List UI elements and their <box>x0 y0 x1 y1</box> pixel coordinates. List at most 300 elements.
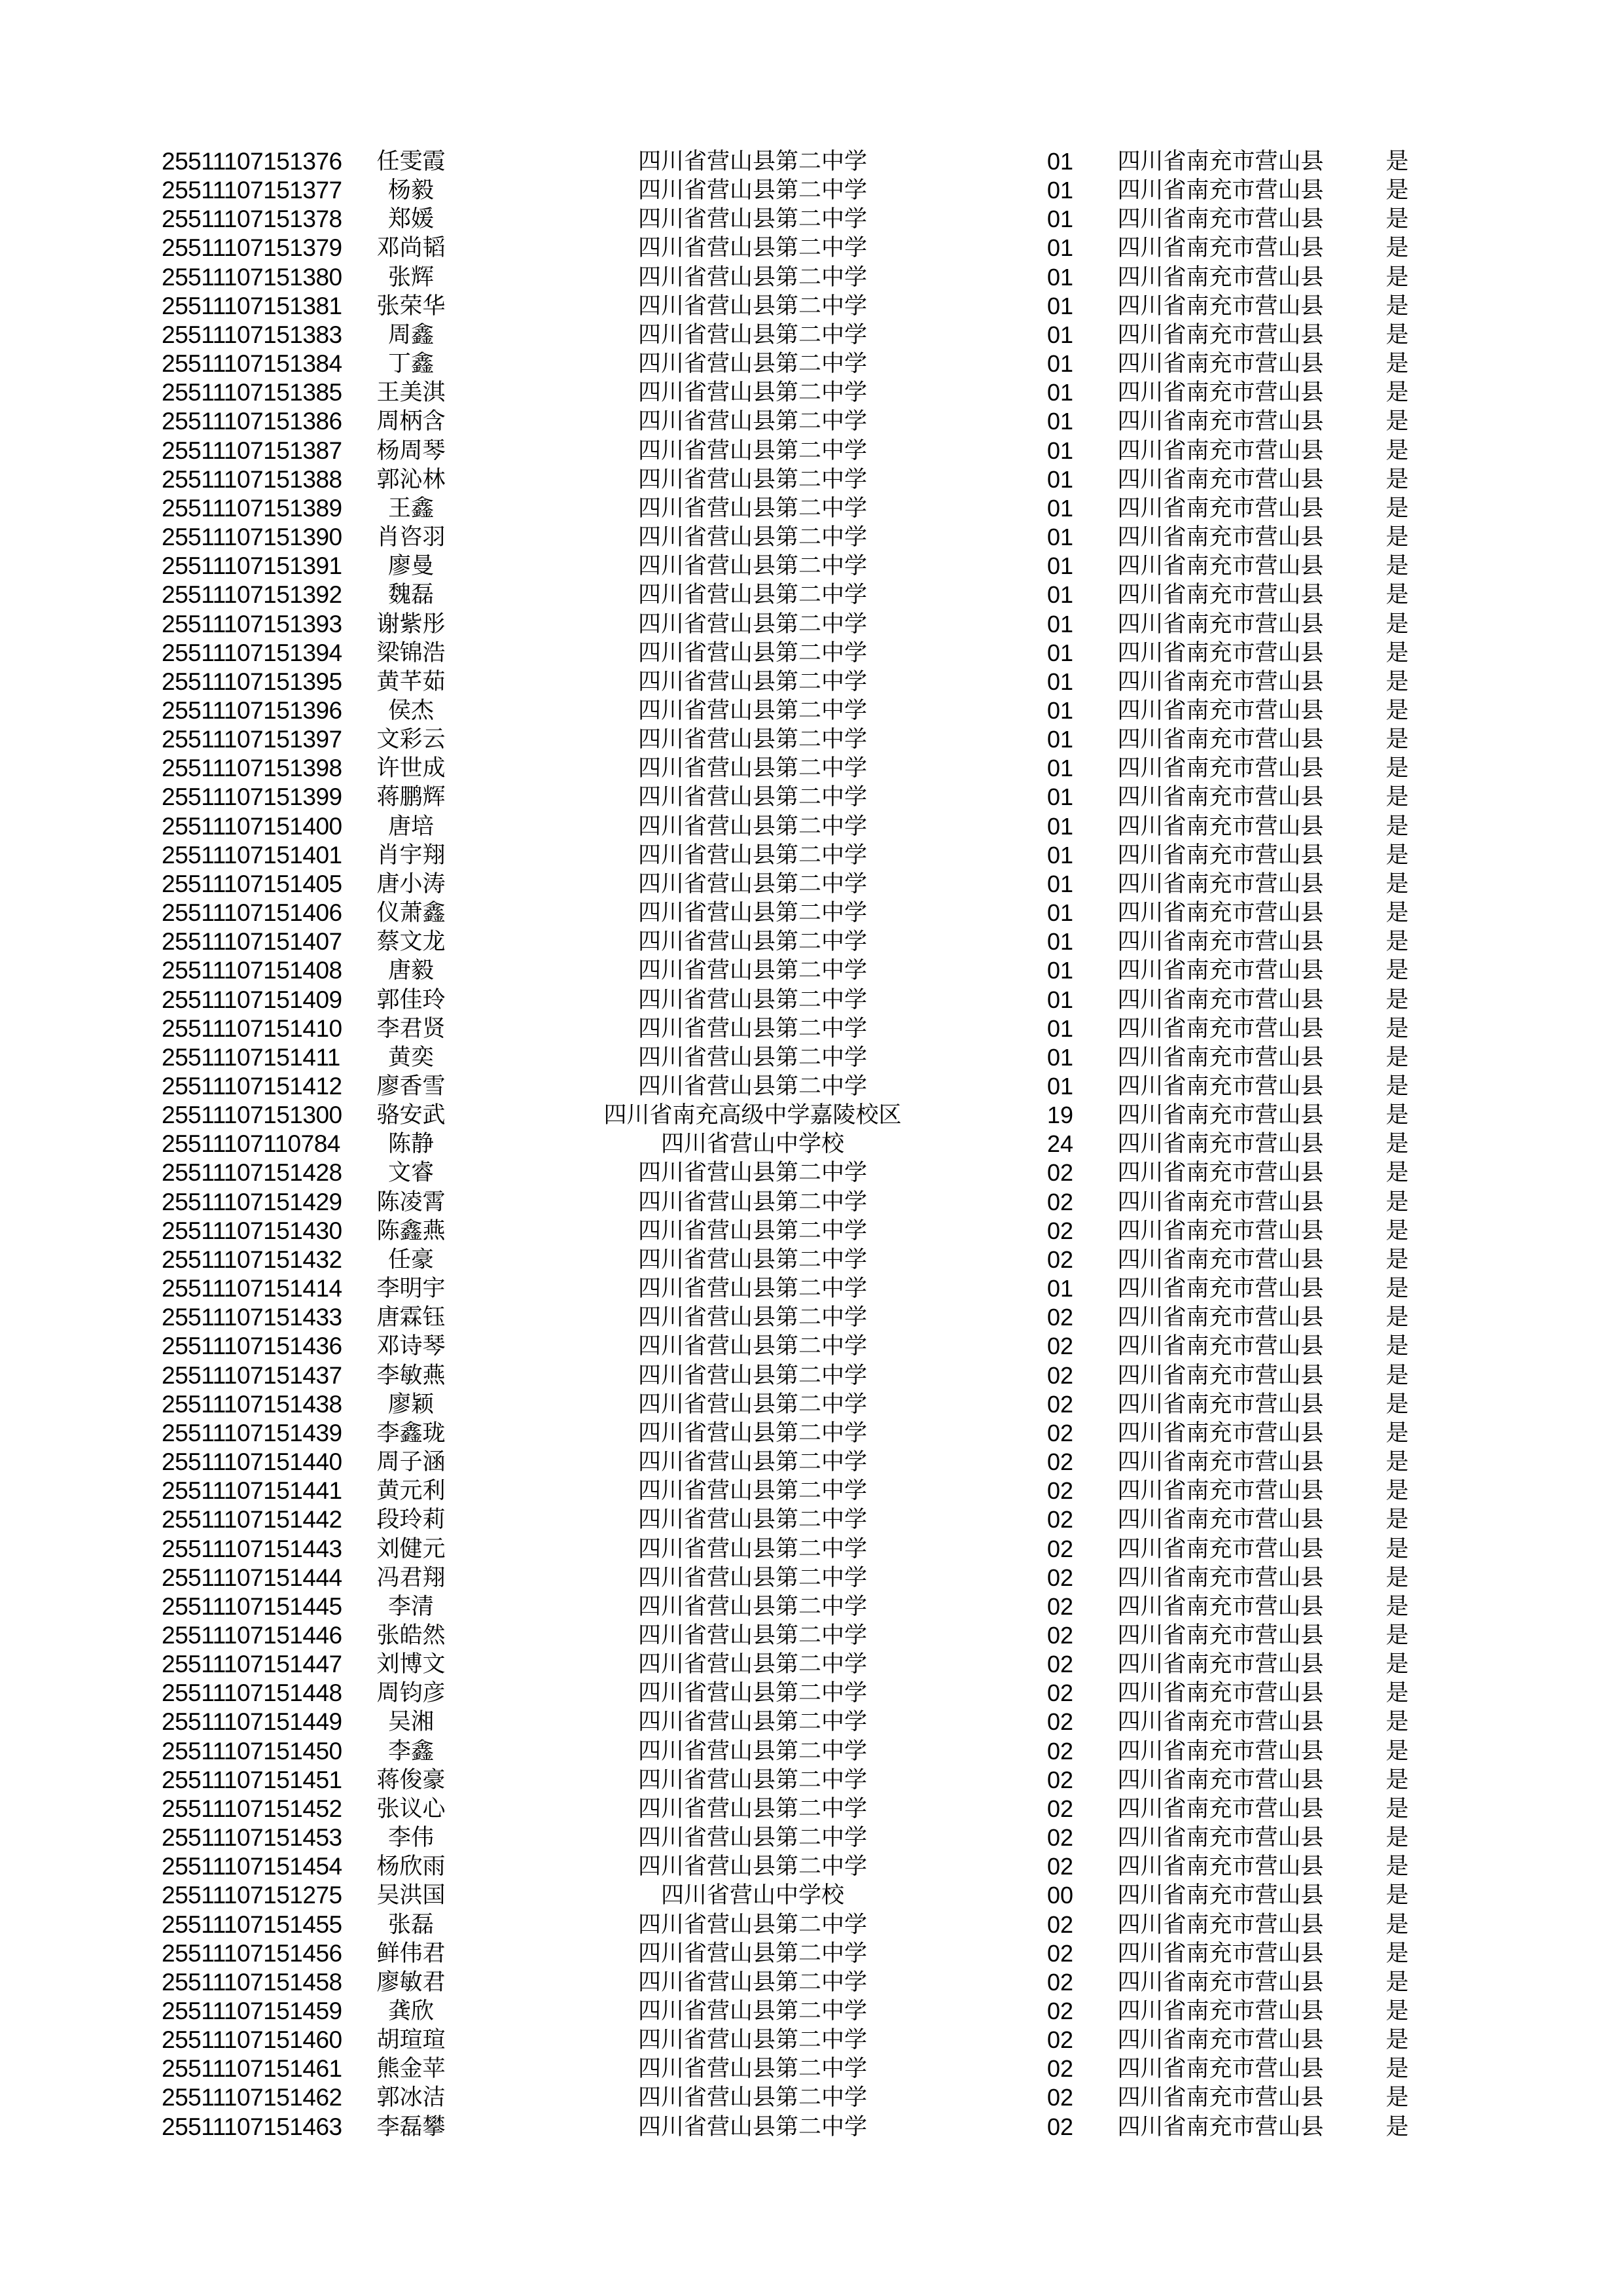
school-name-cell: 四川省营山县第二中学 <box>637 1189 867 1215</box>
region-cell: 四川省南充市营山县 <box>1117 1189 1324 1215</box>
flag-cell: 是 <box>1385 1651 1409 1678</box>
candidate-name-cell: 李清 <box>387 1593 434 1620</box>
class-code-cell: 02 <box>1046 1853 1074 1880</box>
candidate-id-cell: 25511107151379 <box>162 234 342 262</box>
school-name-cell: 四川省南充高级中学嘉陵校区 <box>603 1102 902 1129</box>
candidate-id-cell: 25511107151383 <box>162 321 342 348</box>
school-name-cell: 四川省营山县第二中学 <box>637 524 867 551</box>
candidate-id-cell: 25511107151454 <box>162 1853 342 1880</box>
region-cell: 四川省南充市营山县 <box>1117 293 1324 319</box>
table-row <box>0 1130 1623 1158</box>
class-code-cell: 01 <box>1046 234 1074 262</box>
candidate-name-cell: 刘健元 <box>376 1535 446 1562</box>
class-code-cell: 02 <box>1046 1679 1074 1707</box>
candidate-name-cell: 丁鑫 <box>387 351 434 378</box>
school-name-cell: 四川省营山县第二中学 <box>637 2085 867 2111</box>
region-cell: 四川省南充市营山县 <box>1117 351 1324 378</box>
candidate-id-cell: 25511107151389 <box>162 494 342 522</box>
table-row <box>0 754 1623 783</box>
school-name-cell: 四川省营山县第二中学 <box>637 1044 867 1071</box>
school-name-cell: 四川省营山县第二中学 <box>637 639 867 666</box>
candidate-id-cell: 25511107151446 <box>162 1621 342 1649</box>
table-row <box>0 147 1623 176</box>
school-name-cell: 四川省营山县第二中学 <box>637 264 867 291</box>
flag-cell: 是 <box>1385 1015 1409 1042</box>
candidate-id-cell: 25511107151409 <box>162 986 342 1013</box>
flag-cell: 是 <box>1385 1709 1409 1736</box>
candidate-id-cell: 25511107151463 <box>162 2113 342 2140</box>
candidate-id-cell: 25511107151458 <box>162 1968 342 1996</box>
table-row <box>0 1014 1623 1043</box>
candidate-id-cell: 25511107151450 <box>162 1737 342 1765</box>
candidate-name-cell: 侯杰 <box>387 697 434 724</box>
class-code-cell: 02 <box>1046 1159 1074 1187</box>
candidate-name-cell: 陈凌霄 <box>376 1189 446 1215</box>
school-name-cell: 四川省营山县第二中学 <box>637 1304 867 1331</box>
class-code-cell: 01 <box>1046 465 1074 493</box>
candidate-id-cell: 25511107151436 <box>162 1333 342 1360</box>
region-cell: 四川省南充市营山县 <box>1117 1969 1324 1996</box>
school-name-cell: 四川省营山县第二中学 <box>637 1333 867 1360</box>
region-cell: 四川省南充市营山县 <box>1117 321 1324 348</box>
class-code-cell: 02 <box>1046 1506 1074 1534</box>
region-cell: 四川省南充市营山县 <box>1117 437 1324 464</box>
region-cell: 四川省南充市营山县 <box>1117 1825 1324 1852</box>
flag-cell: 是 <box>1385 1449 1409 1476</box>
candidate-name-cell: 廖香雪 <box>376 1073 446 1100</box>
region-cell: 四川省南充市营山县 <box>1117 1304 1324 1331</box>
flag-cell: 是 <box>1385 177 1409 204</box>
class-code-cell: 02 <box>1046 1795 1074 1822</box>
candidate-name-cell: 吴湘 <box>387 1709 434 1736</box>
candidate-name-cell: 段玲莉 <box>376 1507 446 1534</box>
class-code-cell: 01 <box>1046 899 1074 927</box>
school-name-cell: 四川省营山县第二中学 <box>637 466 867 493</box>
school-name-cell: 四川省营山县第二中学 <box>637 1854 867 1880</box>
candidate-id-cell: 25511107151448 <box>162 1679 342 1707</box>
table-row <box>0 1419 1623 1448</box>
table-row <box>0 1708 1623 1736</box>
candidate-id-cell: 25511107151447 <box>162 1651 342 1678</box>
candidate-id-cell: 25511107151456 <box>162 1939 342 1967</box>
school-name-cell: 四川省营山县第二中学 <box>637 1911 867 1938</box>
school-name-cell: 四川省营山县第二中学 <box>637 900 867 927</box>
flag-cell: 是 <box>1385 380 1409 406</box>
region-cell: 四川省南充市营山县 <box>1117 1102 1324 1129</box>
school-name-cell: 四川省营山县第二中学 <box>637 1593 867 1620</box>
class-code-cell: 01 <box>1046 755 1074 782</box>
school-name-cell: 四川省营山县第二中学 <box>637 1767 867 1793</box>
table-row <box>0 1361 1623 1390</box>
table-row <box>0 1535 1623 1564</box>
school-name-cell: 四川省营山县第二中学 <box>637 293 867 319</box>
region-cell: 四川省南充市营山县 <box>1117 1478 1324 1505</box>
school-name-cell: 四川省营山县第二中学 <box>637 1825 867 1852</box>
candidate-id-cell: 25511107151462 <box>162 2084 342 2111</box>
school-name-cell: 四川省营山县第二中学 <box>637 553 867 580</box>
candidate-name-cell: 廖敏君 <box>376 1969 446 1996</box>
region-cell: 四川省南充市营山县 <box>1117 697 1324 724</box>
flag-cell: 是 <box>1385 1854 1409 1880</box>
candidate-id-cell: 25511107151455 <box>162 1910 342 1938</box>
school-name-cell: 四川省营山县第二中学 <box>637 1795 867 1822</box>
school-name-cell: 四川省营山县第二中学 <box>637 611 867 637</box>
table-row <box>0 1968 1623 1997</box>
region-cell: 四川省南充市营山县 <box>1117 2027 1324 2054</box>
candidate-name-cell: 杨毅 <box>387 177 434 204</box>
table-row <box>0 321 1623 350</box>
region-cell: 四川省南充市营山县 <box>1117 1738 1324 1765</box>
flag-cell: 是 <box>1385 1276 1409 1302</box>
candidate-id-cell: 25511107151378 <box>162 206 342 233</box>
school-name-cell: 四川省营山县第二中学 <box>637 1535 867 1562</box>
candidate-id-cell: 25511107151386 <box>162 408 342 435</box>
school-name-cell: 四川省营山县第二中学 <box>637 1651 867 1678</box>
flag-cell: 是 <box>1385 235 1409 262</box>
candidate-id-cell: 25511107151275 <box>162 1882 342 1909</box>
flag-cell: 是 <box>1385 1564 1409 1591</box>
table-row <box>0 1564 1623 1592</box>
class-code-cell: 02 <box>1046 1910 1074 1938</box>
class-code-cell: 01 <box>1046 957 1074 984</box>
candidate-id-cell: 25511107151442 <box>162 1506 342 1534</box>
candidate-table <box>0 147 1623 2142</box>
school-name-cell: 四川省营山县第二中学 <box>637 1362 867 1389</box>
candidate-name-cell: 郭冰洁 <box>376 2085 446 2111</box>
school-name-cell: 四川省营山县第二中学 <box>637 1738 867 1765</box>
class-code-cell: 02 <box>1046 1564 1074 1591</box>
flag-cell: 是 <box>1385 2056 1409 2083</box>
candidate-id-cell: 25511107110784 <box>162 1130 340 1158</box>
table-row <box>0 1043 1623 1072</box>
flag-cell: 是 <box>1385 1882 1409 1909</box>
flag-cell: 是 <box>1385 1217 1409 1244</box>
class-code-cell: 02 <box>1046 1939 1074 1967</box>
table-row <box>0 1679 1623 1708</box>
class-code-cell: 02 <box>1046 2026 1074 2054</box>
class-code-cell: 02 <box>1046 1621 1074 1649</box>
candidate-id-cell: 25511107151390 <box>162 524 342 551</box>
table-row <box>0 2083 1623 2112</box>
table-row <box>0 1332 1623 1361</box>
table-row <box>0 1188 1623 1217</box>
region-cell: 四川省南充市营山县 <box>1117 1854 1324 1880</box>
region-cell: 四川省南充市营山县 <box>1117 784 1324 811</box>
candidate-id-cell: 25511107151393 <box>162 610 342 637</box>
table-row <box>0 1390 1623 1419</box>
table-row <box>0 1621 1623 1650</box>
candidate-id-cell: 25511107151451 <box>162 1766 342 1793</box>
class-code-cell: 00 <box>1046 1882 1074 1909</box>
flag-cell: 是 <box>1385 813 1409 840</box>
candidate-name-cell: 李鑫 <box>387 1738 434 1765</box>
class-code-cell: 19 <box>1046 1102 1074 1129</box>
class-code-cell: 02 <box>1046 1304 1074 1331</box>
region-cell: 四川省南充市营山县 <box>1117 1333 1324 1360</box>
region-cell: 四川省南充市营山县 <box>1117 1651 1324 1678</box>
class-code-cell: 01 <box>1046 206 1074 233</box>
table-row <box>0 234 1623 262</box>
table-row <box>0 2113 1623 2142</box>
table-row <box>0 1592 1623 1621</box>
school-name-cell: 四川省营山县第二中学 <box>637 668 867 695</box>
candidate-name-cell: 唐霖钰 <box>376 1304 446 1331</box>
class-code-cell: 02 <box>1046 1737 1074 1765</box>
flag-cell: 是 <box>1385 1507 1409 1534</box>
flag-cell: 是 <box>1385 639 1409 666</box>
table-row <box>0 494 1623 523</box>
region-cell: 四川省南充市营山县 <box>1117 1680 1324 1707</box>
flag-cell: 是 <box>1385 264 1409 291</box>
region-cell: 四川省南充市营山县 <box>1117 177 1324 204</box>
table-row <box>0 841 1623 870</box>
school-name-cell: 四川省营山县第二中学 <box>637 235 867 262</box>
table-row <box>0 205 1623 234</box>
class-code-cell: 01 <box>1046 668 1074 695</box>
table-row <box>0 610 1623 639</box>
candidate-name-cell: 陈鑫燕 <box>376 1217 446 1244</box>
candidate-name-cell: 郑媛 <box>387 206 434 233</box>
candidate-id-cell: 25511107151398 <box>162 755 342 782</box>
class-code-cell: 01 <box>1046 408 1074 435</box>
class-code-cell: 01 <box>1046 552 1074 580</box>
candidate-id-cell: 25511107151453 <box>162 1824 342 1852</box>
table-row <box>0 1505 1623 1534</box>
table-row <box>0 725 1623 754</box>
candidate-name-cell: 肖宇翔 <box>376 842 446 869</box>
region-cell: 四川省南充市营山县 <box>1117 1911 1324 1938</box>
candidate-id-cell: 25511107151384 <box>162 350 342 378</box>
table-row <box>0 1217 1623 1246</box>
flag-cell: 是 <box>1385 1940 1409 1967</box>
flag-cell: 是 <box>1385 1969 1409 1996</box>
candidate-id-cell: 25511107151392 <box>162 581 342 609</box>
region-cell: 四川省南充市营山县 <box>1117 1131 1324 1158</box>
candidate-id-cell: 25511107151300 <box>162 1102 342 1129</box>
table-row <box>0 176 1623 205</box>
candidate-name-cell: 李伟 <box>387 1825 434 1852</box>
candidate-id-cell: 25511107151401 <box>162 841 342 869</box>
table-row <box>0 1997 1623 2026</box>
table-row <box>0 552 1623 581</box>
school-name-cell: 四川省营山县第二中学 <box>637 2027 867 2054</box>
flag-cell: 是 <box>1385 1044 1409 1071</box>
candidate-name-cell: 张皓然 <box>376 1622 446 1649</box>
table-row <box>0 378 1623 407</box>
region-cell: 四川省南充市营山县 <box>1117 1622 1324 1649</box>
region-cell: 四川省南充市营山县 <box>1117 1160 1324 1187</box>
candidate-id-cell: 25511107151411 <box>162 1043 340 1071</box>
school-name-cell: 四川省营山县第二中学 <box>637 1680 867 1707</box>
flag-cell: 是 <box>1385 466 1409 493</box>
flag-cell: 是 <box>1385 755 1409 782</box>
candidate-name-cell: 黄元利 <box>376 1478 446 1505</box>
candidate-name-cell: 骆安武 <box>376 1102 446 1129</box>
class-code-cell: 01 <box>1046 841 1074 869</box>
candidate-id-cell: 25511107151440 <box>162 1448 342 1476</box>
class-code-cell: 01 <box>1046 1275 1074 1302</box>
candidate-id-cell: 25511107151377 <box>162 177 342 204</box>
flag-cell: 是 <box>1385 1535 1409 1562</box>
class-code-cell: 01 <box>1046 581 1074 609</box>
candidate-name-cell: 冯君翔 <box>376 1564 446 1591</box>
candidate-id-cell: 25511107151387 <box>162 437 342 464</box>
school-name-cell: 四川省营山县第二中学 <box>637 351 867 378</box>
table-row <box>0 1852 1623 1881</box>
school-name-cell: 四川省营山县第二中学 <box>637 177 867 204</box>
candidate-name-cell: 廖曼 <box>387 553 434 580</box>
table-row <box>0 1650 1623 1679</box>
region-cell: 四川省南充市营山县 <box>1117 206 1324 233</box>
region-cell: 四川省南充市营山县 <box>1117 495 1324 522</box>
flag-cell: 是 <box>1385 2027 1409 2054</box>
region-cell: 四川省南充市营山县 <box>1117 408 1324 435</box>
candidate-name-cell: 邓诗琴 <box>376 1333 446 1360</box>
school-name-cell: 四川省营山中学校 <box>660 1131 844 1158</box>
flag-cell: 是 <box>1385 929 1409 956</box>
school-name-cell: 四川省营山县第二中学 <box>637 1160 867 1187</box>
school-name-cell: 四川省营山县第二中学 <box>637 2113 867 2140</box>
candidate-name-cell: 张辉 <box>387 264 434 291</box>
region-cell: 四川省南充市营山县 <box>1117 726 1324 753</box>
school-name-cell: 四川省营山县第二中学 <box>637 321 867 348</box>
region-cell: 四川省南充市营山县 <box>1117 842 1324 869</box>
candidate-name-cell: 王鑫 <box>387 495 434 522</box>
candidate-id-cell: 25511107151399 <box>162 783 342 811</box>
candidate-id-cell: 25511107151432 <box>162 1246 342 1273</box>
school-name-cell: 四川省营山县第二中学 <box>637 149 867 175</box>
class-code-cell: 01 <box>1046 726 1074 753</box>
region-cell: 四川省南充市营山县 <box>1117 1882 1324 1909</box>
class-code-cell: 01 <box>1046 812 1074 840</box>
school-name-cell: 四川省营山县第二中学 <box>637 1940 867 1967</box>
candidate-name-cell: 黄奕 <box>387 1044 434 1071</box>
class-code-cell: 02 <box>1046 1477 1074 1505</box>
school-name-cell: 四川省营山县第二中学 <box>637 958 867 984</box>
candidate-name-cell: 周子涵 <box>376 1449 446 1476</box>
region-cell: 四川省南充市营山县 <box>1117 1420 1324 1446</box>
candidate-name-cell: 蔡文龙 <box>376 929 446 956</box>
table-row <box>0 986 1623 1014</box>
flag-cell: 是 <box>1385 524 1409 551</box>
flag-cell: 是 <box>1385 1593 1409 1620</box>
table-row <box>0 1795 1623 1823</box>
candidate-id-cell: 25511107151443 <box>162 1535 342 1562</box>
school-name-cell: 四川省营山县第二中学 <box>637 697 867 724</box>
class-code-cell: 01 <box>1046 321 1074 348</box>
flag-cell: 是 <box>1385 321 1409 348</box>
candidate-id-cell: 25511107151414 <box>162 1275 342 1302</box>
class-code-cell: 01 <box>1046 696 1074 724</box>
table-row <box>0 581 1623 609</box>
candidate-id-cell: 25511107151381 <box>162 292 342 319</box>
school-name-cell: 四川省营山县第二中学 <box>637 1709 867 1736</box>
flag-cell: 是 <box>1385 1622 1409 1649</box>
candidate-id-cell: 25511107151459 <box>162 1998 342 2024</box>
candidate-name-cell: 蒋鹏辉 <box>376 784 446 811</box>
class-code-cell: 02 <box>1046 1592 1074 1620</box>
table-row <box>0 2054 1623 2083</box>
region-cell: 四川省南充市营山县 <box>1117 813 1324 840</box>
school-name-cell: 四川省营山县第二中学 <box>637 206 867 233</box>
candidate-id-cell: 25511107151429 <box>162 1188 342 1215</box>
candidate-name-cell: 黄芊茹 <box>376 668 446 695</box>
table-row <box>0 1158 1623 1187</box>
class-code-cell: 01 <box>1046 928 1074 956</box>
flag-cell: 是 <box>1385 351 1409 378</box>
candidate-name-cell: 唐培 <box>387 813 434 840</box>
candidate-name-cell: 廖颖 <box>387 1391 434 1418</box>
flag-cell: 是 <box>1385 1189 1409 1215</box>
class-code-cell: 02 <box>1046 1651 1074 1678</box>
candidate-id-cell: 25511107151452 <box>162 1795 342 1822</box>
school-name-cell: 四川省营山县第二中学 <box>637 755 867 782</box>
region-cell: 四川省南充市营山县 <box>1117 235 1324 262</box>
region-cell: 四川省南充市营山县 <box>1117 1073 1324 1100</box>
region-cell: 四川省南充市营山县 <box>1117 1217 1324 1244</box>
region-cell: 四川省南充市营山县 <box>1117 2056 1324 2083</box>
flag-cell: 是 <box>1385 726 1409 753</box>
table-row <box>0 1939 1623 1968</box>
region-cell: 四川省南充市营山县 <box>1117 264 1324 291</box>
candidate-id-cell: 25511107151438 <box>162 1390 342 1418</box>
candidate-name-cell: 吴洪国 <box>376 1882 446 1909</box>
table-row <box>0 1448 1623 1477</box>
region-cell: 四川省南充市营山县 <box>1117 986 1324 1013</box>
school-name-cell: 四川省营山县第二中学 <box>637 1246 867 1273</box>
region-cell: 四川省南充市营山县 <box>1117 2113 1324 2140</box>
flag-cell: 是 <box>1385 1795 1409 1822</box>
candidate-name-cell: 文睿 <box>387 1160 434 1187</box>
class-code-cell: 02 <box>1046 1998 1074 2024</box>
region-cell: 四川省南充市营山县 <box>1117 1940 1324 1967</box>
candidate-name-cell: 张议心 <box>376 1795 446 1822</box>
region-cell: 四川省南充市营山县 <box>1117 611 1324 637</box>
table-row <box>0 1274 1623 1303</box>
region-cell: 四川省南充市营山县 <box>1117 1015 1324 1042</box>
school-name-cell: 四川省营山县第二中学 <box>637 2056 867 2083</box>
candidate-id-cell: 25511107151397 <box>162 726 342 753</box>
class-code-cell: 02 <box>1046 1246 1074 1273</box>
table-row <box>0 639 1623 668</box>
class-code-cell: 01 <box>1046 379 1074 406</box>
flag-cell: 是 <box>1385 1304 1409 1331</box>
candidate-name-cell: 肖咨羽 <box>376 524 446 551</box>
candidate-id-cell: 25511107151439 <box>162 1419 342 1446</box>
region-cell: 四川省南充市营山县 <box>1117 1564 1324 1591</box>
region-cell: 四川省南充市营山县 <box>1117 1276 1324 1302</box>
flag-cell: 是 <box>1385 611 1409 637</box>
school-name-cell: 四川省营山县第二中学 <box>637 784 867 811</box>
region-cell: 四川省南充市营山县 <box>1117 582 1324 609</box>
flag-cell: 是 <box>1385 784 1409 811</box>
region-cell: 四川省南充市营山县 <box>1117 1044 1324 1071</box>
school-name-cell: 四川省营山县第二中学 <box>637 582 867 609</box>
flag-cell: 是 <box>1385 1246 1409 1273</box>
flag-cell: 是 <box>1385 1680 1409 1707</box>
candidate-name-cell: 周柄含 <box>376 408 446 435</box>
class-code-cell: 02 <box>1046 1968 1074 1996</box>
candidate-name-cell: 陈静 <box>387 1131 434 1158</box>
candidate-id-cell: 25511107151408 <box>162 957 342 984</box>
candidate-name-cell: 周钧彦 <box>376 1680 446 1707</box>
class-code-cell: 02 <box>1046 1766 1074 1793</box>
school-name-cell: 四川省营山县第二中学 <box>637 408 867 435</box>
table-row <box>0 1072 1623 1101</box>
class-code-cell: 02 <box>1046 1824 1074 1852</box>
school-name-cell: 四川省营山县第二中学 <box>637 1073 867 1100</box>
table-row <box>0 1477 1623 1505</box>
